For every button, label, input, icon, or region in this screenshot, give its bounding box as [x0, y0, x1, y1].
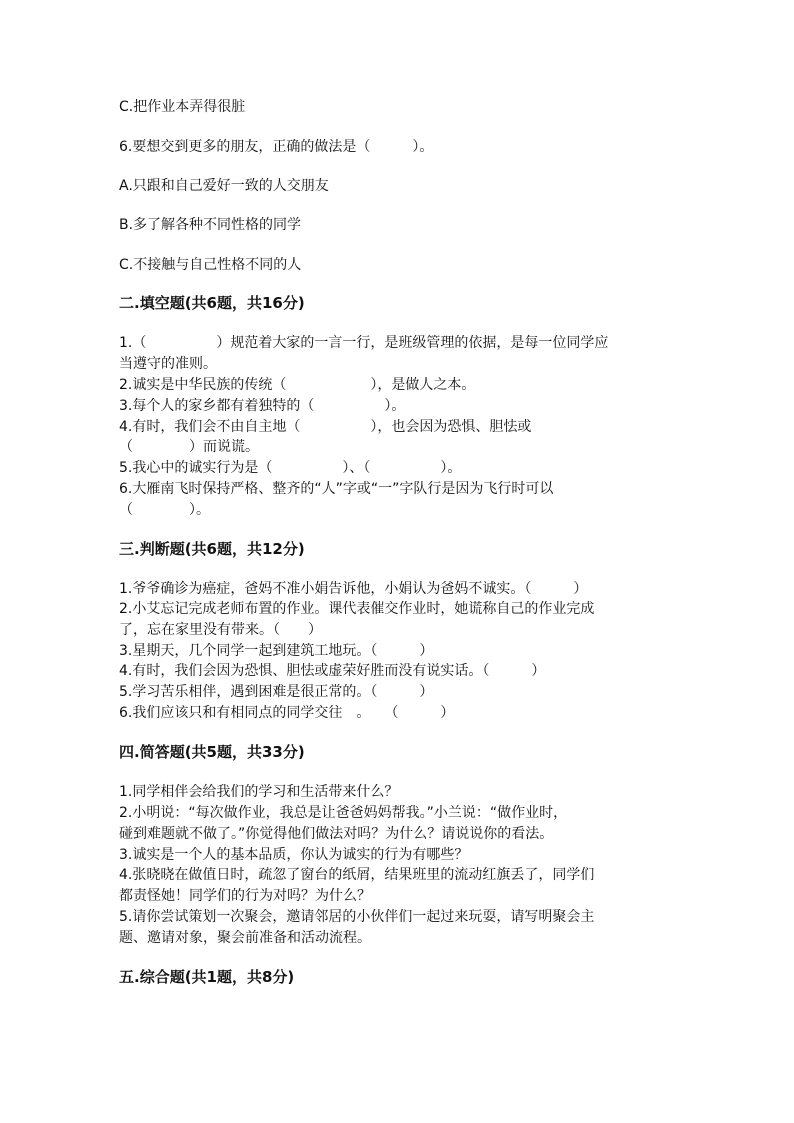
short-answer-line: 题、邀请对象，聚会前准备和活动流程。 — [119, 930, 371, 946]
short-answer-line: 3.诚实是一个人的基本品质，你认为诚实的行为有哪些？ — [119, 847, 469, 863]
fill-blank-line: （ ）而说谎。 — [119, 439, 259, 455]
option-b-q6: B.多了解各种不同性格的同学 — [119, 217, 302, 233]
section-heading-comprehensive: 五.综合题(共1题，共8分) — [119, 968, 295, 986]
fill-blank-line: 6.大雁南飞时保持严格、整齐的“人”字或“一”字队行是因为飞行时可以 — [119, 481, 554, 497]
true-false-line: 4.有时，我们会因为恐惧、胆怯或虚荣好胜而没有说实话。（ ） — [119, 663, 546, 679]
true-false-line: 5.学习苦乐相伴，遇到困难是很正常的。（ ） — [119, 684, 434, 700]
short-answer-line: 4.张晓晓在做值日时，疏忽了窗台的纸屑，结果班里的流动红旗丢了，同学们 — [119, 867, 595, 883]
true-false-line: 3.星期天，几个同学一起到建筑工地玩。（ ） — [119, 643, 434, 659]
true-false-line: 6.我们应该只和有相同点的同学交往 。 （ ） — [119, 705, 455, 721]
fill-blank-line: 1.（ ）规范着大家的一言一行，是班级管理的依据，是每一位同学应 — [119, 335, 609, 351]
option-c-q5: C.把作业本弄得很脏 — [119, 99, 246, 115]
short-answer-line: 碰到难题就不做了。”你觉得他们做法对吗？为什么？请说说你的看法。 — [119, 826, 554, 842]
fill-blank-line: 5.我心中的诚实行为是（ ）、（ ）。 — [119, 460, 462, 476]
option-c-q6: C.不接触与自己性格不同的人 — [119, 257, 302, 273]
fill-blank-line: （ ）。 — [119, 502, 210, 518]
short-answer-line: 5.请你尝试策划一次聚会，邀请邻居的小伙伴们一起过来玩耍，请写明聚会主 — [119, 909, 595, 925]
question-6: 6.要想交到更多的朋友，正确的做法是（ ）。 — [119, 139, 434, 155]
fill-blank-line: 4.有时，我们会不由自主地（ ），也会因为恐惧、胆怯或 — [119, 419, 532, 435]
fill-blank-line: 2.诚实是中华民族的传统（ ），是做人之本。 — [119, 377, 476, 393]
true-false-line: 2.小艾忘记完成老师布置的作业。课代表催交作业时，她谎称自己的作业完成 — [119, 601, 595, 617]
section-heading-true-false: 三.判断题(共6题，共12分) — [119, 540, 305, 558]
fill-blank-line: 3.每个人的家乡都有着独特的（ ）。 — [119, 398, 406, 414]
true-false-line: 1.爷爷确诊为癌症，爸妈不准小娟告诉他，小娟认为爸妈不诚实。（ ） — [119, 581, 588, 597]
section-heading-fill-blank: 二.填空题(共6题，共16分) — [119, 294, 305, 312]
fill-blank-line: 当遵守的准则。 — [119, 356, 217, 372]
short-answer-line: 2.小明说：“每次做作业，我总是让爸爸妈妈帮我。”小兰说：“做作业时， — [119, 805, 568, 821]
short-answer-line: 都责怪她！同学们的行为对吗？为什么？ — [119, 888, 371, 904]
short-answer-line: 1.同学相伴会给我们的学习和生活带来什么？ — [119, 784, 399, 800]
true-false-line: 了，忘在家里没有带来。（ ） — [119, 622, 322, 638]
section-heading-short-answer: 四.简答题(共5题，共33分) — [119, 743, 305, 761]
option-a-q6: A.只跟和自己爱好一致的人交朋友 — [119, 178, 329, 194]
